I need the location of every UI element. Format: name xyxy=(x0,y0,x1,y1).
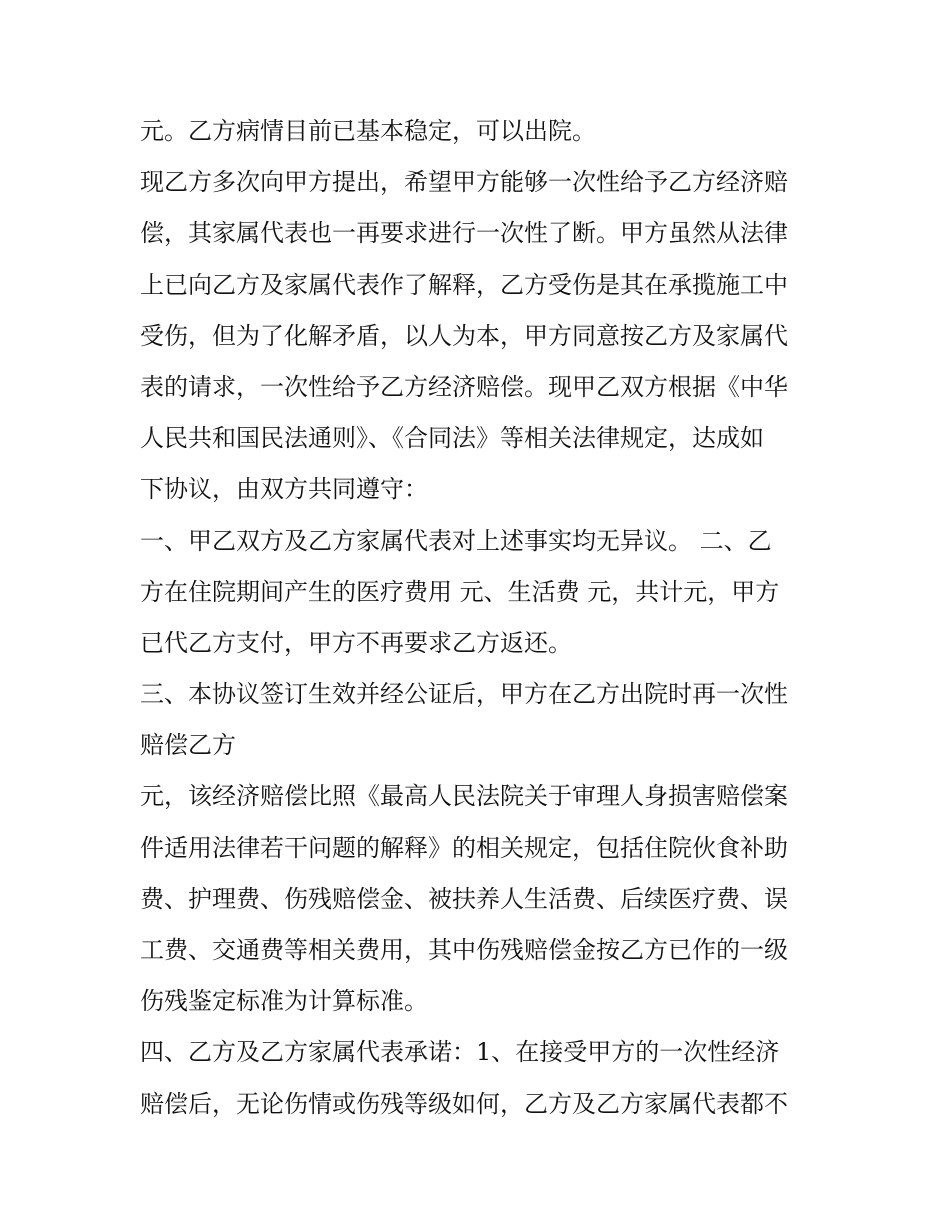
text-line: 人民共和国民法通则》、《合同法》等相关法律规定，达成如 xyxy=(140,424,764,453)
text-line: 偿，其家属代表也一再要求进行一次性了断。甲方虽然从法律 xyxy=(140,219,788,248)
text-line: 元，该经济赔偿比照《最高人民法院关于审理人身损害赔偿案 xyxy=(140,782,788,811)
text-line: 三、本协议签订生效并经公证后，甲方在乙方出院时再一次性 xyxy=(140,680,788,709)
text-line: 上已向乙方及家属代表作了解释，乙方受伤是其在承揽施工中 xyxy=(140,270,788,299)
text-line: 件适用法律若干问题的解释》的相关规定，包括住院伙食补助 xyxy=(140,833,788,862)
text-line: 工费、交通费等相关费用，其中伤残赔偿金按乙方已作的一级 xyxy=(140,936,788,964)
text-line: 一、甲乙双方及乙方家属代表对上述事实均无异议。 二、乙 xyxy=(140,526,772,555)
text-line: 元。乙方病情目前已基本稳定，可以出院。 xyxy=(140,117,596,145)
text-line: 表的请求，一次性给予乙方经济赔偿。现甲乙双方根据《中华 xyxy=(140,372,788,401)
document-body-text xyxy=(140,106,820,1130)
text-line: 下协议，由双方共同遵守： xyxy=(140,475,428,504)
text-line: 四、乙方及乙方家属代表承诺：1、在接受甲方的一次性经济 xyxy=(140,1038,780,1067)
text-line: 伤残鉴定标准为计算标准。 xyxy=(140,987,428,1016)
text-line: 已代乙方支付，甲方不再要求乙方返还。 xyxy=(140,628,572,657)
text-line: 赔偿乙方 xyxy=(140,731,236,760)
text-line: 赔偿后，无论伤情或伤残等级如何，乙方及乙方家属代表都不 xyxy=(140,1089,788,1118)
text-line: 费、护理费、伤残赔偿金、被扶养人生活费、后续医疗费、误 xyxy=(140,884,788,913)
text-line: 方在住院期间产生的医疗费用 元、生活费 元，共计元，甲方 xyxy=(140,577,780,606)
text-line: 现乙方多次向甲方提出，希望甲方能够一次性给予乙方经济赔 xyxy=(140,168,788,197)
text-line: 受伤，但为了化解矛盾，以人为本，甲方同意按乙方及家属代 xyxy=(140,321,788,350)
